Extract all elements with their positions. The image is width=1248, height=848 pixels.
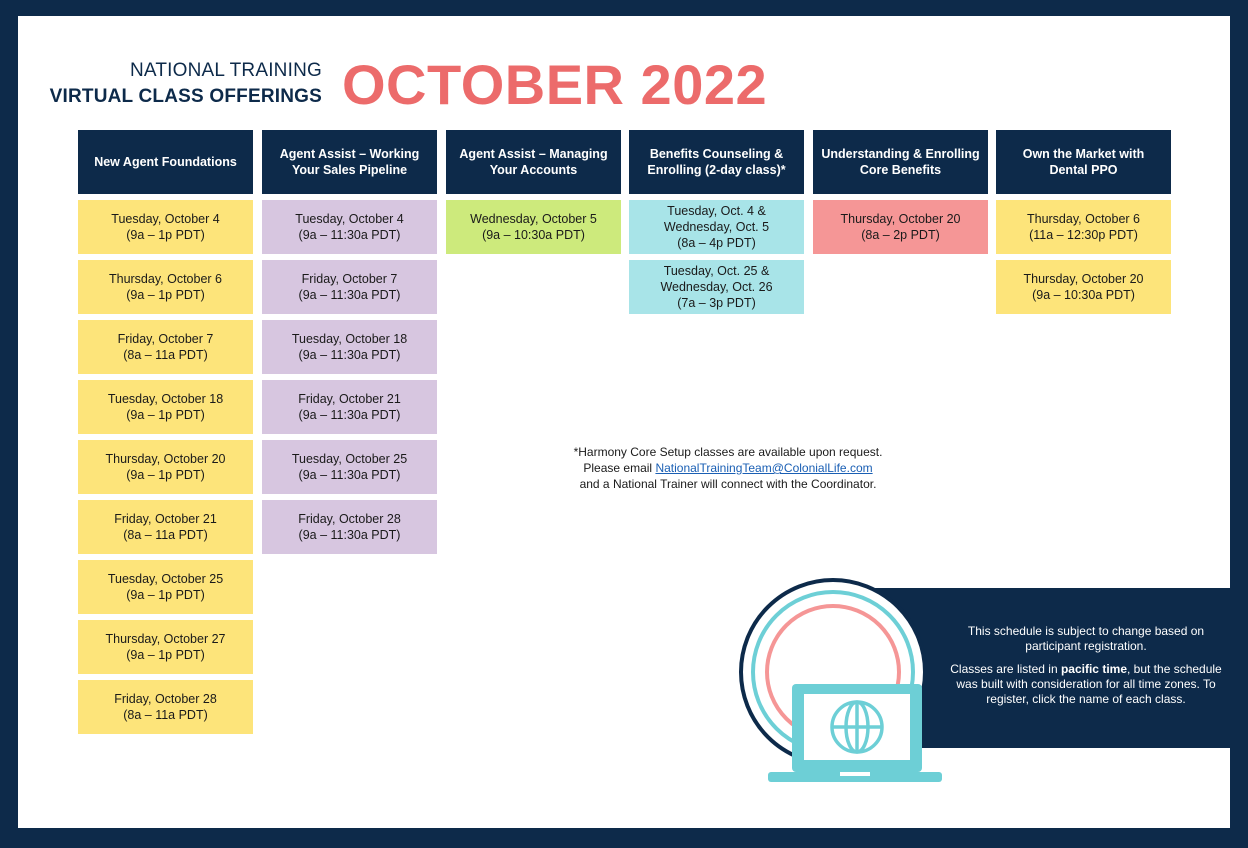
training-team-email-link[interactable]: NationalTrainingTeam@ColonialLife.com	[655, 461, 873, 475]
session-cell[interactable]: Thursday, October 20 (9a – 10:30a PDT)	[996, 260, 1171, 314]
info-text-bold: pacific time	[1060, 662, 1127, 676]
info-paragraph-2	[946, 662, 1226, 707]
class-column-dental-ppo	[996, 130, 1171, 320]
schedule-page	[18, 16, 1230, 828]
class-header-dental-ppo[interactable]: Own the Market with Dental PPO	[996, 130, 1171, 194]
laptop-globe-icon	[728, 574, 988, 784]
session-cell[interactable]: Friday, October 21 (8a – 11a PDT)	[78, 500, 253, 554]
class-column-core-benefits	[813, 130, 988, 260]
session-cell[interactable]: Friday, October 7 (9a – 11:30a PDT)	[262, 260, 437, 314]
session-cell[interactable]: Thursday, October 6 (11a – 12:30p PDT)	[996, 200, 1171, 254]
session-cell[interactable]: Friday, October 21 (9a – 11:30a PDT)	[262, 380, 437, 434]
note-line-3: and a National Trainer will connect with the Coordinator.	[579, 477, 877, 491]
class-header-agent-assist-sales-pipeline[interactable]: Agent Assist – Working Your Sales Pipeline	[262, 130, 437, 194]
session-cell[interactable]: Thursday, October 20 (9a – 1p PDT)	[78, 440, 253, 494]
session-cell[interactable]: Tuesday, Oct. 4 & Wednesday, Oct. 5 (8a – 4p PDT)	[629, 200, 804, 254]
session-cell[interactable]: Tuesday, October 18 (9a – 11:30a PDT)	[262, 320, 437, 374]
info-text-suffix: , but the schedule was built with consideration for all time zones. To register, click the name of each class.	[956, 662, 1222, 706]
class-column-benefits-counseling	[629, 130, 804, 320]
session-cell[interactable]: Tuesday, Oct. 25 & Wednesday, Oct. 26 (7a – 3p PDT)	[629, 260, 804, 314]
schedule-info-text	[946, 624, 1226, 715]
class-column-agent-assist-accounts	[446, 130, 621, 260]
session-cell[interactable]: Thursday, October 20 (8a – 2p PDT)	[813, 200, 988, 254]
session-cell[interactable]: Friday, October 28 (8a – 11a PDT)	[78, 680, 253, 734]
class-header-new-agent-foundations[interactable]: New Agent Foundations	[78, 130, 253, 194]
subtitle-national-training: NATIONAL TRAINING	[129, 60, 322, 81]
session-cell[interactable]: Tuesday, October 4 (9a – 11:30a PDT)	[262, 200, 437, 254]
note-line-1: *Harmony Core Setup classes are available upon request.	[573, 445, 883, 459]
info-text-prefix: Classes are listed in	[950, 662, 1061, 676]
info-paragraph-1: This schedule is subject to change based on participant registration.	[967, 624, 1205, 653]
class-header-core-benefits[interactable]: Understanding & Enrolling Core Benefits	[813, 130, 988, 194]
session-cell[interactable]: Thursday, October 27 (9a – 1p PDT)	[78, 620, 253, 674]
class-header-agent-assist-accounts[interactable]: Agent Assist – Managing Your Accounts	[446, 130, 621, 194]
class-column-agent-assist-sales-pipeline	[262, 130, 437, 560]
session-cell[interactable]: Tuesday, October 25 (9a – 1p PDT)	[78, 560, 253, 614]
class-header-benefits-counseling[interactable]: Benefits Counseling & Enrolling (2-day class)*	[629, 130, 804, 194]
subtitle-virtual-class-offerings: VIRTUAL CLASS OFFERINGS	[49, 86, 322, 107]
class-column-new-agent-foundations	[78, 130, 253, 740]
note-line-2	[538, 460, 918, 476]
session-cell[interactable]: Tuesday, October 25 (9a – 11:30a PDT)	[262, 440, 437, 494]
page-title: OCTOBER 2022	[342, 53, 768, 116]
session-cell[interactable]: Tuesday, October 18 (9a – 1p PDT)	[78, 380, 253, 434]
note-email-prefix: Please email	[583, 461, 656, 475]
globe-icon	[832, 702, 882, 752]
session-cell[interactable]: Thursday, October 6 (9a – 1p PDT)	[78, 260, 253, 314]
laptop-trackpad	[840, 772, 870, 776]
session-cell[interactable]: Friday, October 7 (8a – 11a PDT)	[78, 320, 253, 374]
session-cell[interactable]: Wednesday, October 5 (9a – 10:30a PDT)	[446, 200, 621, 254]
harmony-setup-note	[538, 444, 918, 492]
session-cell[interactable]: Tuesday, October 4 (9a – 1p PDT)	[78, 200, 253, 254]
session-cell[interactable]: Friday, October 28 (9a – 11:30a PDT)	[262, 500, 437, 554]
